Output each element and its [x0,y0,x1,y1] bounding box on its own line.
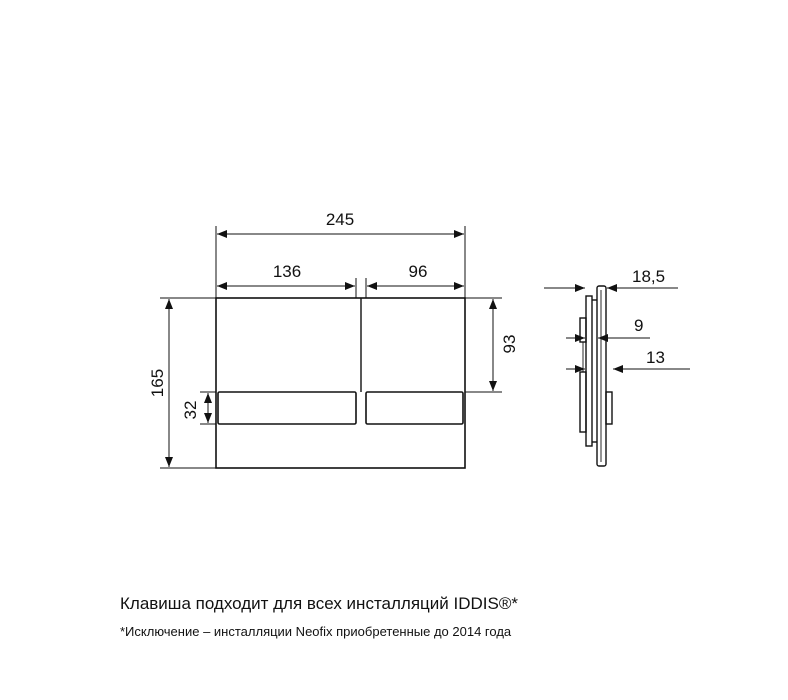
dim-side-mid-label: 9 [634,316,644,335]
dim-side-total-label: 18,5 [632,267,666,286]
left-flush-button [218,392,356,424]
dim-right-upper [465,298,502,392]
side-back-plate [586,296,592,446]
side-view [580,286,612,466]
dim-total-height-label: 165 [148,368,167,398]
dim-key-strip [200,392,216,424]
dim-total-width-label: 245 [325,210,355,229]
dim-total-width [216,226,465,298]
exception-note: *Исключение – инсталляции Neofix приобретенные до 2014 года [120,624,512,639]
side-front-plate [597,286,606,466]
dim-key-strip-label: 32 [181,400,200,420]
right-flush-button [366,392,463,424]
panel-outline [216,298,465,468]
dim-left-key-label: 136 [272,262,302,281]
dim-right-key [366,278,464,298]
side-button [606,392,612,424]
front-view [216,298,465,468]
dim-right-key-label: 96 [408,262,428,281]
dim-side-inner-label: 13 [646,348,665,367]
dim-total-height [160,298,216,468]
dim-right-upper-label: 93 [500,334,519,354]
dim-left-key [217,278,356,298]
compatibility-caption: Клавиша подходит для всех инсталляций IDDIS®* [120,594,518,613]
